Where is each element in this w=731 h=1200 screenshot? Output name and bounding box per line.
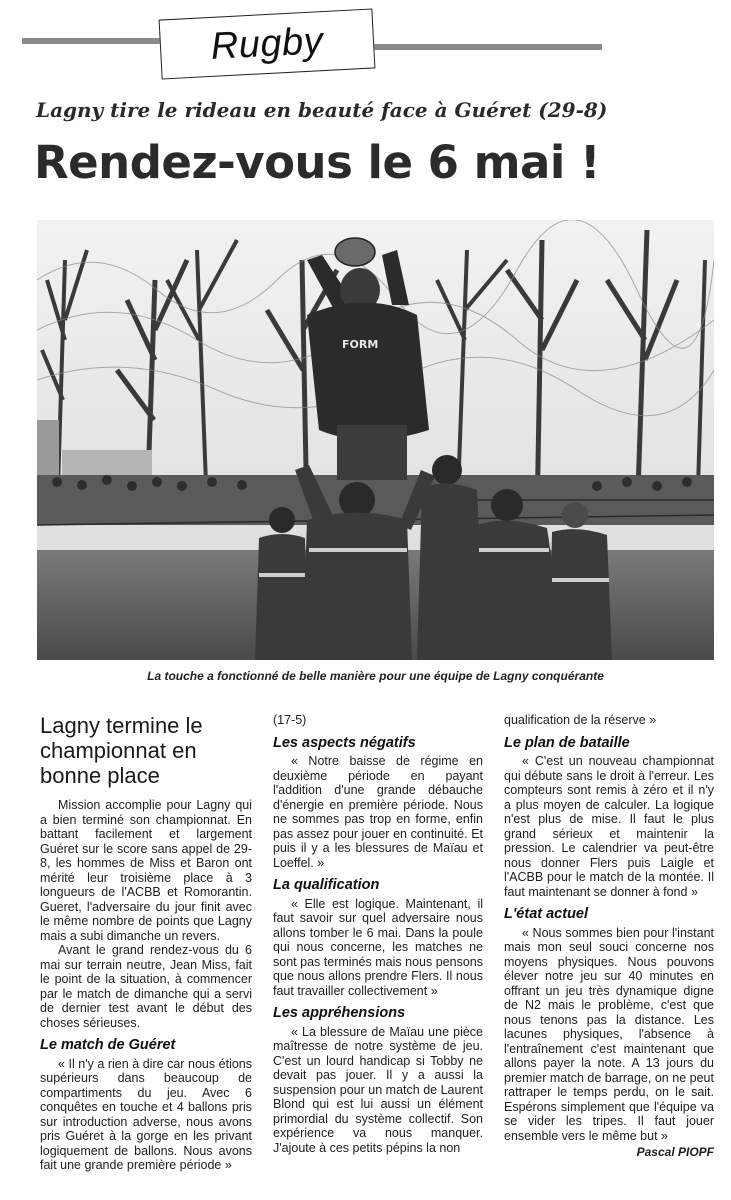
section-text-match-gueret: « Il n'y a rien à dire car nous étions supérieurs dans beaucoup de compartiments du jeu. Avec 6 conquêtes en touche et 4 ballons pris sur introduction adverse, nous avons pris Guéret à la gorge en les privant logiquement de ballons. Nous avons fait une grande première période »	[40, 1056, 252, 1172]
article-kicker: Lagny tire le rideau en beauté face à Guéret (29-8)	[36, 98, 608, 122]
section-heading-qualification: La qualification	[273, 877, 380, 893]
column-1-paragraph: Avant le grand rendez-vous du 6 mai sur terrain neutre, Jean Miss, fait le point de la situation, à commencer par le match de dimanche qui a servi de dernier test avant le début des choses sérieuses.	[40, 943, 252, 1030]
rubric-title: Rugby	[209, 19, 325, 68]
section-heading-etat-actuel: L'état actuel	[504, 906, 589, 922]
section-text-plan-de-bataille: « C'est un nouveau championnat qui débute sans le droit à l'erreur. Les compteurs sont remis à zéro et il n'y a plus moyen de calculer. La logique n'est plus de mise. Il faut le plus grand sérieux et maintenir la pression. Le calendrier va peut-être nous donner Flers puis Laigle et l'ACBB pour le match de la montée. Il faut maintenant se donner à fond »	[504, 754, 714, 899]
author-signature: Pascal PIOPF	[636, 1145, 714, 1159]
article-column-3	[504, 713, 714, 1160]
section-text-qualification: « Elle est logique. Maintenant, il faut savoir sur quel adversaire nous allons tomber le 6 mai. Dans la poule qui nous concerne, les matches ne sont pas terminés mais nous pensons que nous allons prendre Flers. Il nous faut travailler collectivement »	[273, 896, 483, 998]
jersey-lettering: FORM	[342, 338, 379, 351]
section-heading-aspects-negatifs: Les aspects négatifs	[273, 734, 416, 751]
section-text-apprehensions: « La blessure de Maïau une pièce maîtresse de notre système de jeu. C'est un lourd handicap si Tobby ne devait pas jouer. Il y a aussi la suspension pour un match de Laurent Blond qui est lui aussi un élément primordial du système collectif. Son expérience va nous manquer. J'ajoute à ces petits pépins la non	[273, 1024, 483, 1155]
column-2-continuation: (17-5)	[273, 713, 307, 727]
header-rule-right	[372, 44, 602, 50]
article-column-2	[273, 713, 483, 1155]
section-heading-match-gueret: Le match de Guéret	[40, 1037, 176, 1053]
column-1-paragraph: Mission accomplie pour Lagny qui a bien terminé son championnat. En battant facilement et largement Guéret sur le score sans appel de 29-8, les hommes de Miss et Baron ont mérité leur troisième place à 3 longueurs de l'ACBB et Romorantin. Gueret, l'adversaire du jour finit avec le même nombre de points que Lagny mais a subi dimanche un revers.	[40, 798, 252, 943]
column-1-title: Lagny termine le championnat en bonne place	[40, 713, 203, 788]
section-text-aspects-negatifs: « Notre baisse de régime en deuxième période en payant l'addition d'une grande débauche d'énergie en première période. Nous ne sommes pas trop en forme, enfin pas assez pour jouer en continuité. Et puis il y a les blessures de Maïau et Loeffel. »	[273, 754, 483, 870]
rugby-ball	[335, 238, 375, 266]
header-rule-left	[22, 38, 162, 44]
article-headline: Rendez-vous le 6 mai !	[34, 136, 601, 189]
rugby-lineout-photo	[37, 220, 714, 660]
article-column-1	[40, 713, 252, 1173]
rubric-box	[159, 8, 376, 79]
section-text-etat-actuel: « Nous sommes bien pour l'instant mais mon seul souci concerne nos moyens physiques. Nous pouvons élever notre jeu sur 40 minutes en offrant un jeu très dynamique digne de N2 mais le problème, c'est que nous tenons pas la distance. Les lacunes physiques, l'absence à l'entraînement c'est maintenant que allons payer la note. A 13 jours du premier match de barrage, on ne peut rattraper le temps perdu, on le sait. Espérons simplement que l'équipe va se vider les tripes. Il faut jouer ensemble vers le même but »	[504, 925, 714, 1143]
section-heading-apprehensions: Les appréhensions	[273, 1005, 406, 1021]
section-heading-plan-de-bataille: Le plan de bataille	[504, 734, 630, 751]
column-3-continuation: qualification de la réserve »	[504, 713, 657, 727]
photo-caption: La touche a fonctionné de belle manière pour une équipe de Lagny conquérante	[147, 669, 604, 683]
